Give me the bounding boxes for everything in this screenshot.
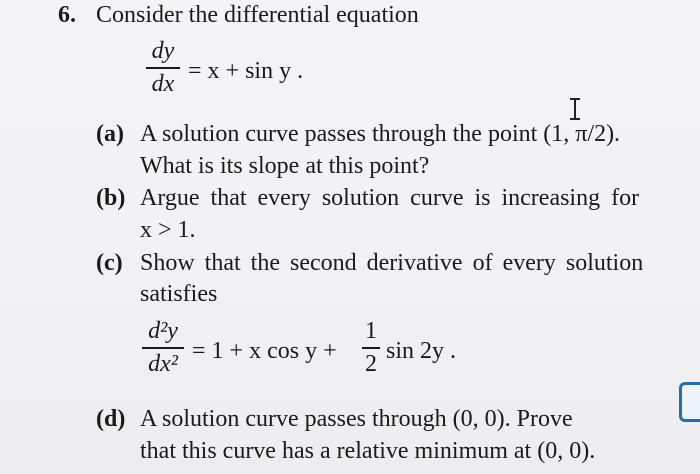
part-b-line1: Argue that every solution curve is increasing for <box>140 185 640 211</box>
eq2-half-denominator: 2 <box>365 351 377 377</box>
part-c-label: (c) <box>96 250 123 276</box>
eq2-tail: sin 2y . <box>386 338 457 364</box>
eq2-half-numerator: 1 <box>365 318 377 344</box>
part-b-line2: x > 1. <box>140 217 196 243</box>
part-b-label: (b) <box>96 185 126 211</box>
part-c-line1: Show that the second derivative of every solution <box>140 250 644 276</box>
problem-intro: Consider the differential equation <box>96 2 419 28</box>
part-a-line1: A solution curve passes through the point (1, π/2). <box>140 121 621 147</box>
eq2-fraction-bar <box>142 347 184 349</box>
eq2-denominator: dx² <box>148 351 178 377</box>
eq2-half <box>362 318 380 378</box>
part-d-line2: that this curve has a relative minimum at (0, 0). <box>140 438 596 464</box>
eq2-fraction <box>142 318 184 378</box>
part-a-label: (a) <box>96 121 124 147</box>
eq1-rhs: = x + sin y . <box>188 58 304 84</box>
text-cursor-icon <box>570 98 580 120</box>
problem-number: 6. <box>58 2 76 28</box>
part-c-line2: satisfies <box>140 281 218 307</box>
part-d-line1: A solution curve passes through (0, 0). Prove <box>140 406 573 432</box>
eq1-fraction <box>146 38 180 98</box>
part-a-line2: What is its slope at this point? <box>140 153 430 179</box>
eq1-denominator: dx <box>151 71 175 97</box>
eq1-numerator: dy <box>151 38 175 64</box>
blue-edge-tab <box>679 382 700 422</box>
eq2-half-bar <box>362 347 380 349</box>
eq2-numerator: d²y <box>148 318 178 344</box>
part-d-label: (d) <box>96 406 126 432</box>
eq2-middle: = 1 + x cos y + <box>192 338 337 364</box>
eq1-fraction-bar <box>146 67 180 69</box>
